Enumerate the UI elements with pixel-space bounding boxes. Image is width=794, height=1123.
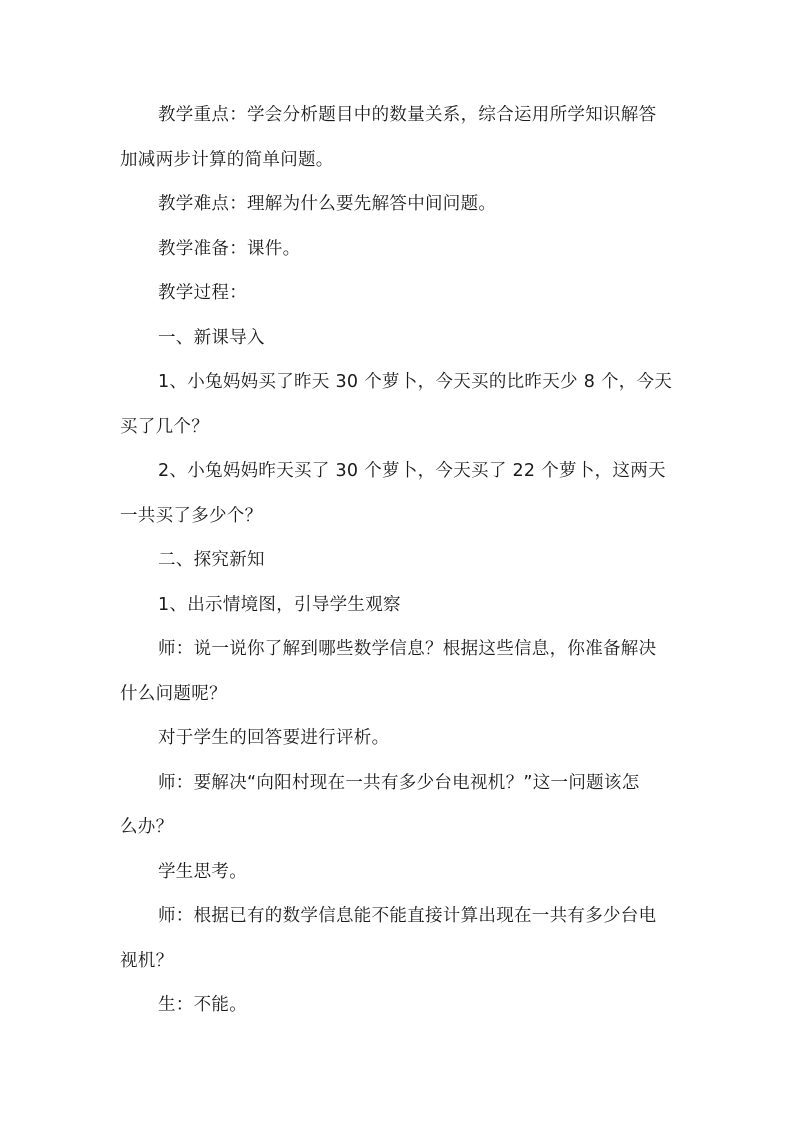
paragraph-teaching-focus	[120, 93, 676, 182]
text-line: 1、出示情境图，引导学生观察	[158, 594, 401, 615]
text-line: 对于学生的回答要进行评析。	[158, 728, 390, 748]
text-line: 生：不能。	[158, 995, 247, 1015]
paragraph-step-1	[120, 583, 676, 628]
text-line: 教学难点：理解为什么要先解答中间问题。	[158, 194, 497, 214]
paragraph-student-think	[120, 850, 676, 895]
text-line: 师：说一说你了解到哪些数学信息？根据这些信息，你准备解决	[158, 639, 657, 659]
text-line: 么办？	[120, 817, 174, 837]
document-body	[120, 93, 676, 1028]
paragraph-question-2	[120, 449, 676, 538]
paragraph-teaching-process	[120, 271, 676, 316]
paragraph-question-1	[120, 360, 676, 449]
text-line: 师：要解决“向阳村现在一共有多少台电视机？”这一问题该怎	[158, 772, 640, 793]
section-heading-explore	[120, 538, 676, 583]
text-line: 1、小兔妈妈买了昨天 30 个萝卜，今天买的比昨天少 8 个，今天	[158, 372, 673, 392]
text-line: 学生思考。	[158, 861, 247, 882]
text-line: 2、小兔妈妈昨天买了 30 个萝卜，今天买了 22 个萝卜，这两天	[158, 461, 666, 481]
paragraph-teaching-preparation	[120, 227, 676, 272]
text-line: 师：根据已有的数学信息能不能直接计算出现在一共有多少台电	[158, 906, 657, 926]
paragraph-student-answer	[120, 983, 676, 1028]
section-heading-intro	[120, 316, 676, 361]
paragraph-teaching-difficulty	[120, 182, 676, 227]
text-line: 加减两步计算的简单问题。	[120, 149, 334, 170]
text-line: 买了几个？	[120, 416, 209, 437]
paragraph-teacher-2	[120, 761, 676, 850]
text-line: 教学重点：学会分析题目中的数量关系，综合运用所学知识解答	[158, 105, 657, 125]
paragraph-teacher-1	[120, 627, 676, 716]
text-line: 二、探究新知	[158, 550, 265, 570]
text-line: 什么问题呢？	[120, 683, 227, 704]
text-line: 一、新课导入	[158, 327, 265, 348]
paragraph-teacher-3	[120, 894, 676, 983]
paragraph-evaluation	[120, 716, 676, 761]
text-line: 教学过程：	[158, 283, 247, 303]
text-line: 视机？	[120, 950, 174, 971]
text-line: 一共买了多少个？	[120, 505, 263, 526]
text-line: 教学准备：课件。	[158, 238, 301, 259]
